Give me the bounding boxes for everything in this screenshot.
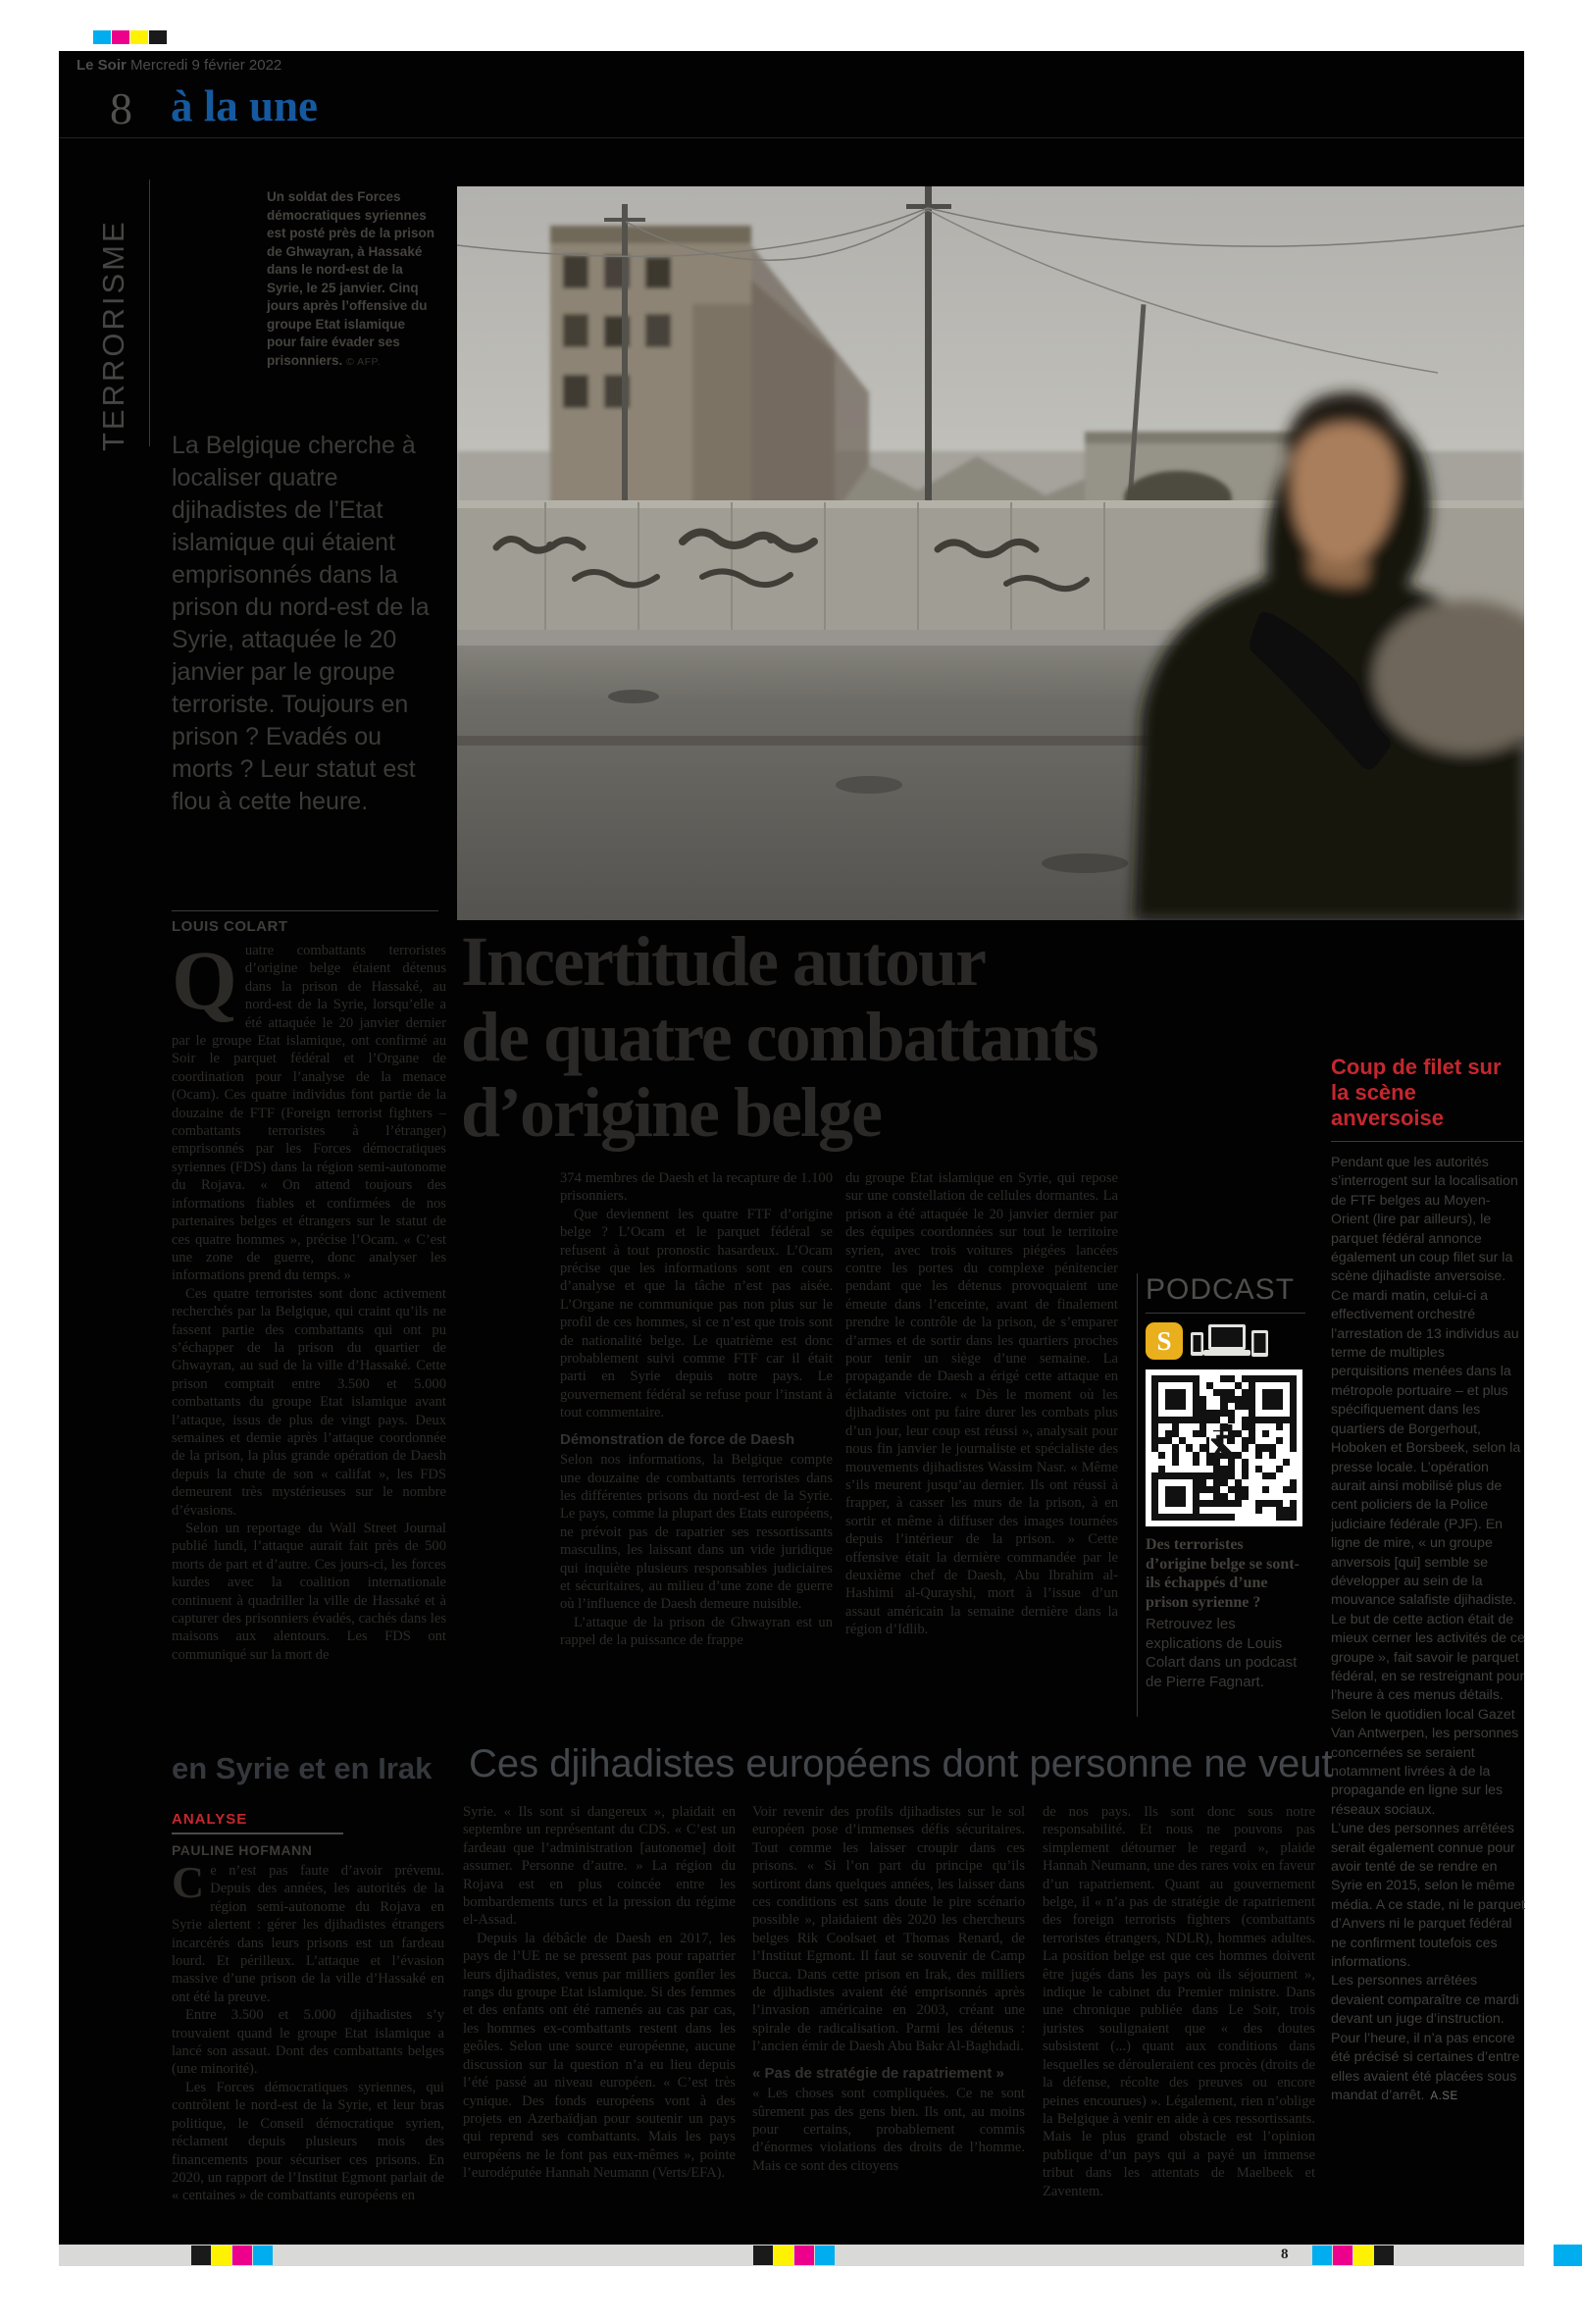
paragraph: Ces quatre terroristes sont donc activement recherchés par la Belgique, qui craint qu’ils ne fassent partie des combattants qui ont pu s’échapper de la prison du quartier de Ghwayran, au sud de la ville d’Hassaké. Cette prison comptait entre 3.500 et 5.000 combattants du groupe Etat islamique avant l’attaque, issus de plus de vingt pays. Deux semaines et demie après l’attaque coordonnée de la prison, la plus grande opération de Daesh depuis la chute de son « califat », les FDS demeurent très mystérieuses sur le nombre d’évasions. [172, 1285, 446, 1519]
paragraph: du groupe Etat islamique en Syrie, qui repose sur une constellation de cellules dormantes. La prison a été attaquée le 20 janvier dernier par des équipes coordonnées sur tout le territoire syrien, avec trois voitures piégées lancées contre les portes du complexe pénitencier pendant que les détenus provoquaient une émeute dans l’enceinte, avant de finalement prendre le contrôle de la prison, de s’emparer d’armes et de sortir dans les quartiers proches pour tenir un siège d’une semaine. La propagande de Daesh a érigé cette attaque en éclatante victoire. « Dès le moment où les djihadistes ont pu faire durer les combats plus d’un jour, leur coup est réussi », analysait pour nous fin janvier le journaliste et spécialiste des mouvements djihadistes Wassim Nasr. « Même s’ils meurent jusqu’au dernier. Ils ont réussi à frapper, à casser les murs de la prison, à en sortir et même à diffuser des images tournées depuis l’intérieur de la prison. » Cette offensive était la dernière commandée par le deuxième chef de Daesh, Abu Ibrahim al-Hashimi al-Qurayshi, mort à l’issue d’un assaut américain la semaine dernière dans la région d’Idlib. [845, 1170, 1118, 1638]
registration-mark-magenta [1333, 2246, 1352, 2265]
lesoir-s-app-icon: S [1146, 1322, 1183, 1360]
rubric-rule [149, 180, 150, 446]
article2-column-4 [1043, 1803, 1315, 2233]
registration-mark-magenta [232, 2246, 252, 2265]
header-rule [59, 137, 1524, 138]
paragraph: « Pas de stratégie de rapatriement » [752, 2064, 1004, 2082]
podcast-box [1137, 1273, 1314, 1717]
sidebar-signature: A.SE [1430, 2090, 1458, 2102]
lead-column-2 [560, 1169, 833, 1723]
qr-code [1146, 1369, 1302, 1526]
paragraph: Entre 3.500 et 5.000 djihadistes s’y trouvaient quand le groupe Etat islamique a lancé son assaut. Dont des combattants belges (une minorité). [172, 2007, 444, 2078]
dropcap: Q [172, 942, 237, 1027]
sidebar-rule [1331, 1141, 1523, 1142]
paragraph: Que deviennent les quatre FTF d’origine belge ? L’Ocam et le parquet fédéral se refusent à tout pronostic hasardeux. L’Ocam précise que les informations sont en cours d’analyse et que la tâche n’est pas aisée. L’Organe ne communique pas non plus sur le profil de ces hommes, si ce n’est que trois sont de nationalité belge. Le quatrième est donc probablement suivi comme FTF car il était parti en Syrie depuis notre pays. Le gouvernement fédéral se refuse pour l’instant à tout commentaire. [560, 1206, 833, 1421]
registration-mark-cyan [815, 2246, 835, 2265]
paragraph: de nos pays. Ils sont donc sous notre responsabilité. Et nous ne pouvons pas simplement détourner le regard », plaide Hannah Neumann, une des rares voix en faveur d’un rapatriement. Quant au gouvernement belge, il « n’a pas de stratégie de rapatriement des foreign terrorists fighters (combattants terroristes étrangers, NDLR), hommes adultes. La position belge est que ces hommes doivent être jugés dans les pays où ils séjournent », indique le cabinet du Premier ministre. Dans une chronique publiée dans Le Soir, trois juristes soulignaient que « des doutes subsistent (...) quant aux conditions dans lesquelles se dérouleraient ces procès (droits de la défense, récolte des preuves ou encore peines encourues) ». Légalement, rien n’oblige la Belgique à venir en aide à ces ressortissants. Mais le plus grand obstacle est l’opinion publique d’un pays qui a payé un immense tribut dans les attentats de Maelbeek et Zaventem. [1043, 1804, 1315, 2199]
paragraph: Selon nos informations, la Belgique compte une douzaine de combattants terroristes dans les différentes prisons du nord-est de la Syrie. Le pays, comme la plupart des Etats européens, ne prévoit pas de rapatrier ses ressortissants masculins, les laissant dans un vide juridique qui inquiète plusieurs responsables judiciaires et sécuritaires, au milieu d’une zone de guerre où l’influence de Daesh demeure nuisible. [560, 1452, 833, 1613]
dino-icon [1200, 1422, 1236, 1462]
lead-headline [461, 924, 1324, 1151]
paragraph: Voir revenir des profils djihadistes sur le sol européen pose d’immenses défis sécuritaires. Tout comme les laisser croupir dans ces prisons. « Si l’on part du principe qu’ils sortiront dans quelques années, les laisser dans ces conditions est sans doute le pire scénario possible », plaidaient dès 2020 les chercheurs belges Rik Coolsaet et Thomas Renard, de l’Institut Egmont. Il faut se souvenir de Camp Bucca. Dans cette prison en Irak, des milliers de djihadistes avaient été emprisonnés après l’invasion américaine en 2003, créant une spirale de radicalisation. Parmi les détenus : l’ancien émir de Daesh Abu Bakr Al-Baghdadi. [752, 1804, 1025, 2055]
registration-mark-yellow [774, 2246, 793, 2265]
brand-name: Le Soir [77, 57, 127, 74]
registration-mark-cyan [1312, 2246, 1332, 2265]
paragraph: Les Forces démocratiques syriennes, qui contrôlent le nord-est de la Syrie, et leur bras politique, le Conseil démocratique syrien, réclament depuis plusieurs mois des financements pour sécuriser ces prisons. En 2020, un rapport de l’Institut Egmont parlait de « centaines » de combattants européens en [172, 2079, 444, 2204]
byline-rule [172, 910, 438, 911]
paragraph: Depuis la débâcle de Daesh en 2017, les pays de l’UE ne se pressent pas pour rapatrier leurs djihadistes, venus par milliers gonfler les rangs du groupe Etat islamique. Si des femmes et des enfants ont été ramenés au cas par cas, les hommes ex-combattants restent dans les geôles. Selon une source européenne, aucune discussion sur la question n’a eu lieu depuis l’été passé au niveau européen. « C’est très cynique. Des fonds européens vont à des projets en Azerbaïdjan pour soutenir un pays qui reprend ses combattants. Mais les pays européens ne le font pas eux-mêmes », pointe l’eurodéputée Hannah Neumann (Verts/EFA). [463, 1930, 736, 2182]
sidebar-article [1331, 1055, 1525, 2237]
page-number-bottom: 8 [1281, 2247, 1289, 2262]
headline-line-2: de quatre combattants [461, 998, 1097, 1076]
rubric-terrorisme: TERRORISME [96, 219, 130, 451]
lead-photo [457, 186, 1524, 920]
headline-line-1: Incertitude autour [461, 922, 985, 1001]
registration-mark-black [1374, 2246, 1394, 2265]
edition-date: Mercredi 9 février 2022 [130, 57, 282, 74]
dropcap: C [172, 1862, 205, 1907]
podcast-text: Retrouvez les explications de Louis Colart dans un podcast de Pierre Fagnart. [1146, 1616, 1298, 1690]
photo-caption [267, 188, 435, 371]
sidebar-paragraph: Pendant que les autorités s’interrogent sur la localisation de FTF belges au Moyen-Orient (lire par ailleurs), le parquet fédéral annonce également un coup filet sur la scène djihadiste anversoise. Ce mardi matin, celui-ci a effectivement orchestré l’arrestation de 13 individus au terme de multiples perquisitions menées dans la métropole portuaire – et plus spécifiquement dans les quartiers de Borgerhout, Hoboken et Borsbeek, selon la presse locale. L’opération aurait ainsi mobilisé plus de cent policiers de la Police judiciaire fédérale (PJF). En ligne de mire, « un groupe anversois [qui] semble se développer au sein de la mouvance salafiste djihadiste. Le but de cette action était de mieux cerner les activités de ce groupe », fait savoir le parquet fédéral, en se restreignant pour l’heure à ces menus détails. Selon le quotidien local Gazet Van Antwerpen, les personnes concernées se seraient notamment livrées à de la propagande en ligne sur les réseaux sociaux. [1331, 1155, 1525, 1818]
registration-mark-magenta [112, 30, 129, 44]
paragraph: Selon un reportage du Wall Street Journal publié lundi, l’attaque aurait fait près de 500 morts de part et d’autre. Ces jours-ci, les forces kurdes avec la coalition internationale continuent à quadriller la ville de Hassaké et à capturer des prisonniers évadés, cachés dans les maisons aux alentours. Les FDS ont communiqué sur la mort de [172, 1521, 446, 1663]
registration-mark-yellow [1353, 2246, 1373, 2265]
registration-mark-black [149, 30, 167, 44]
article2-column-3 [752, 1803, 1025, 2233]
registration-mark-yellow [130, 30, 148, 44]
article2-byline: PAULINE HOFMANN [172, 1842, 313, 1858]
paragraph: Démonstration de force de Daesh [560, 1430, 795, 1448]
article2-kicker: en Syrie et en Irak [172, 1751, 433, 1785]
sidebar-paragraph: L’une des personnes arrêtées serait également connue pour avoir tenté de se rendre en Syrie en 2015, selon le même média. A ce stade, ni le parquet d’Anvers ni le parquet fédéral ne confirment toutefois ces informations. [1331, 1821, 1525, 1971]
edition-line [77, 57, 281, 74]
paragraph: Quatre combattants terroristes d’origine belge étaient détenus dans la prison de Hassaké, au nord-est de la Syrie, lorsqu’elle a été attaquée le 20 janvier dernier par le groupe Etat islamique, ont confirmé au Soir le parquet fédéral et l’Organe de coordination pour l’analyse de la menace (Ocam). Ces quatre individus font partie de la douzaine de FTF (Foreign terrorist fighters – combattants terroristes à l’étranger) emprisonnés par les Forces démocratiques syriennes (FDS) dans la région semi-autonome du Rojava. « On attend toujours des informations fiables et confirmées de nos partenaires belges et étrangers sur le statut de ces quatre hommes », précise l’Ocam. « C’est une zone de guerre, donc analyser les informations prend du temps. » [172, 942, 446, 1284]
paragraph: Ce n’est pas faute d’avoir prévenu. Depuis des années, les autorités de la région semi-autonome du Rojava en Syrie alertent : gérer les djihadistes étrangers incarcérés dans leurs prisons est un fardeau lourd. Et périlleux. L’attaque et l’évasion massive d’une prison de la ville d’Hassaké en ont été la preuve. [172, 1862, 444, 2005]
article2-label-analyse: ANALYSE [172, 1811, 248, 1828]
headline-line-3: d’origine belge [461, 1073, 881, 1152]
devices-icon [1191, 1322, 1269, 1362]
article2-column-2 [463, 1803, 736, 2233]
sidebar-paragraph: Les personnes arrêtées devaient comparaître ce mardi devant un juge d’instruction. Pour l’heure, il n’a pas encore été précisé si certaines d’entre elles avaient été placées sous mandat d’arrêt. A.SE [1331, 1973, 1520, 2103]
paragraph: 374 membres de Daesh et la recapture de 1.100 prisonniers. [560, 1170, 833, 1205]
registration-mark-cyan [93, 30, 111, 44]
lead-intro: La Belgique cherche à localiser quatre djihadistes de l’Etat islamique qui étaient emprisonnés dans la prison du nord-est de la Syrie, attaquée le 20 janvier par le groupe terroriste. Toujours en prison ? Evadés ou morts ? Leur statut est flou à cette heure. [172, 432, 430, 815]
lead-column-1 [172, 942, 446, 1723]
sidebar-title: Coup de filet sur la scène anversoise [1331, 1055, 1502, 1130]
page-number-top: 8 [110, 83, 132, 133]
registration-mark-magenta [794, 2246, 814, 2265]
registration-mark-yellow [212, 2246, 231, 2265]
margin-color-mark-cyan [1554, 2245, 1582, 2266]
lead-byline: LOUIS COLART [172, 918, 288, 935]
article2-column-1 [172, 1862, 444, 2233]
caption-text: Un soldat des Forces démocratiques syriennes est posté près de la prison de Ghwayran, à Hassaké dans le nord-est de la Syrie, le 25 janvier. Cinq jours après l’offensive du groupe Etat islamique pour faire évader ses prisonniers. [267, 189, 435, 368]
registration-mark-black [191, 2246, 211, 2265]
paragraph: L’attaque de la prison de Ghwayran est un rappel de la puissance de frappe [560, 1614, 833, 1649]
podcast-rule [1146, 1313, 1305, 1314]
registration-mark-black [753, 2246, 773, 2265]
paragraph: Syrie. « Ils sont si dangereux », plaidait en septembre un représentant du CDS. « C’est un fardeau que l’administration [autonome] doit assumer. Personne d’autre. » La région du Rojava est en plus coincée entre les bombardements turcs et la pression du régime el-Assad. [463, 1804, 736, 1929]
podcast-heading: PODCAST [1146, 1273, 1296, 1306]
section-title: à la une [171, 81, 319, 130]
lead-column-3 [845, 1169, 1118, 1723]
paragraph: « Les choses sont compliquées. Ce ne sont sûrement pas des gens bien. Ils ont, au moins pour certains, probablement commis d’énormes violations des droits de l’homme. Mais ce sont des citoyens [752, 2086, 1025, 2174]
registration-mark-cyan [253, 2246, 273, 2265]
photo-credit: © AFP. [346, 355, 382, 368]
podcast-title: Des terroristes d’origine belge se sont-ils échappés d’une prison syrienne ? [1146, 1536, 1300, 1611]
lead-photo-art [457, 186, 1524, 920]
article2-label-rule [172, 1833, 343, 1834]
article2-headline: Ces djihadistes européens dont personne ne veut [469, 1742, 1333, 1785]
